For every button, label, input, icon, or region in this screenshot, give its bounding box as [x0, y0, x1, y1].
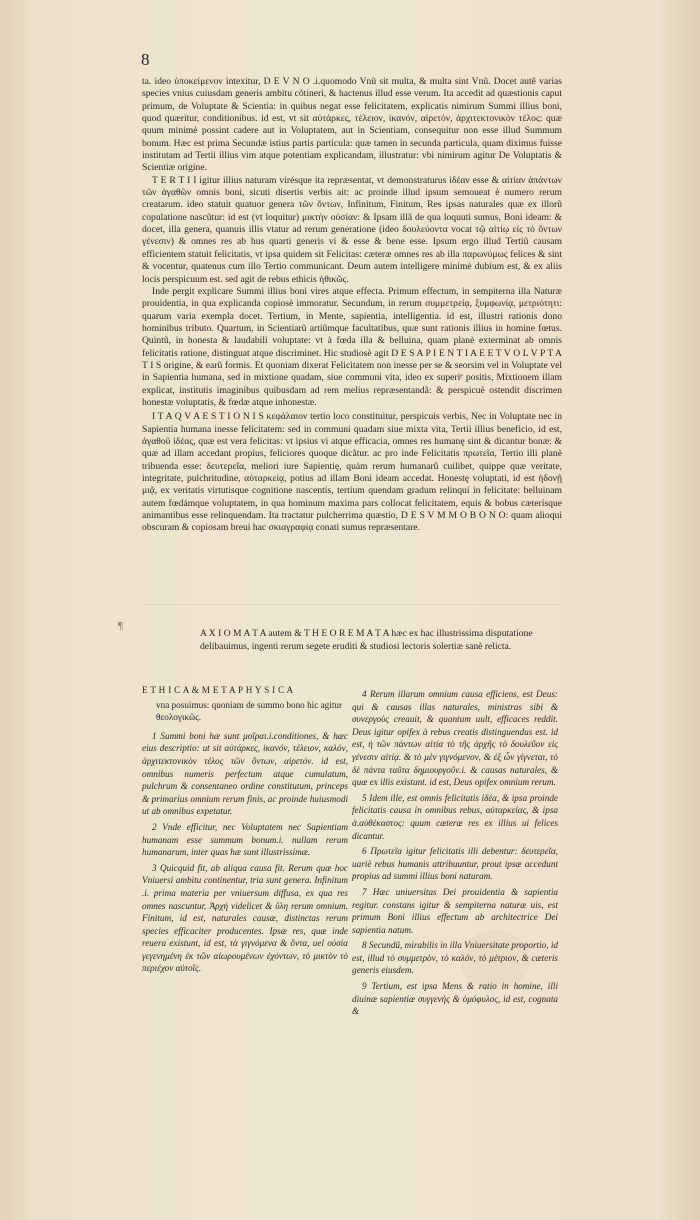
paragraph: T E R T I I igitur illius naturam virésque ita repræsentat, vt demonstraturus ἰδέαν esse & αἰτίαν ἁπάντων τῶν ἀγαθῶν omnis boni, sicuti disertis verbis ait: ac proinde illud ipsum semoueat è numero rerum creatarum. ideo statuit quatuor genera τῶν ὄντων, Infinitum, Finitum, Res ipsas naturales quæ ex illorũ copulatione nascũtur: id est (vt loquitur) μικτὴν οὐσίαν: & Ipsam illã de qua loquuti sumus, Boni ideam: & docet, illa genera, quanuis illis vtatur ad rerum generatione (ideo δουλεύοντα vocat τῷ αἰτίῳ εἰς τὸ ὄντων γένεσιν) & omnes res ab hus quarti generis vi & esse & bene esse. Ipsum ergo illud Tertiũ causam efficientem statuit felicitatis, vt ipsa quidem sit Felicitas: cæteræ omnes res ab illa παρωνύμως felices & sint & vocentur, quatenus cum illo Tertio communicant. Deum autem intelligere minimè dubium est, & ex aliis locis perspicuum est. sed agit de rebus ethicis ἠθικῶς. [142, 174, 562, 285]
column-heading: E T H I C A & M E T A P H Y S I C A [142, 685, 294, 695]
column-subheading: vna posuimus: quoniam de summo bono hic agitur θεολογικῶς. [156, 699, 343, 723]
axiom-item: 8 Secundũ, mirabilis in illa Vniuersitate proportio, id est, illud τὸ συμμετρὸν, τὸ καλόν, τὸ μέτριον, & cæteris generis eiusdem. [352, 940, 558, 976]
axiom-item: 1 Summi boni hæ sunt μοῖραι.i.conditiones, & hæc eius descriptio: ut sit αὐτάρκες, ἱκανόν, τέλειον, καλόν, ἀρχιτεκτονικὸν τέλος τῶν ὄντων, αἱρετόν. id est, omnibus numeris perfectum atque cumulatum, pulchrum & consentaneo ordine constitutum, princeps & primarius omnium rerum finis, ac proinde huiusmodi ut ab omnibus expetatur. [142, 730, 348, 817]
margin-mark: ¶ [118, 620, 123, 632]
section-divider [142, 604, 562, 605]
left-column [142, 684, 348, 978]
page-number: 8 [141, 50, 150, 69]
axiom-item: 6 Πρωτεῖα igitur felicitatis illi debentur: δευτερεῖα, uariè rebus humanis attribuuntur, prout ipsæ accedunt propius ad summi illius boni naturam. [352, 846, 558, 882]
paper-stain [460, 930, 530, 990]
axiom-item: 9 Tertium, est ipsa Mens & ratio in homine, illi diuinæ sapientiæ συγγενής & ὁμόφυλος, id est, cognata & [352, 981, 558, 1017]
axiom-item: 2 Vnde efficitur, nec Voluptatem nec Sapientiam humanam esse summum bonum.i. nullam rerum humanarum, inter quas hæ sunt illustrissimæ. [142, 821, 348, 858]
axioma-heading: A X I O M A T A autem & T H E O R E M A T A hæc ex hac illustrissima disputatione delibauimus, ingenti rerum segete eruditi & studiosi lectoris solertiæ sanè relicta. [200, 628, 533, 652]
axiom-item: 7 Hæc uniuersitas Dei prouidentia & sapientia regitur. constans igitur & sempiterna naturæ uis, est primum Boni illius effectum ab architectrice Dei sapientia natum. [352, 886, 558, 935]
paragraph: ta. ideo ὑποκείμενον intexitur, D E V N O .i.quomodo Vnũ sit multa, & multa sint Vnũ. Docet autẽ varias species vnius cuiusdam generis ambitu cõtineri, & hactenus illud esse verum. Ita accedit ad quæstionis caput primum, de Voluptate & Scientia: in quibus negat esse felicitatem, explicatis nimirum Summi illius boni, quod quæritur, conditionibus. id est, vt sit αὐτάρκες, τέλειον, ἱκανόν, αἱρετόν, ἀρχιτεκτονικὸν τέλος: quæ quum minimè possint cadere aut in Voluptatem, aut in Scientiam, consequitur non esse illud Summum bonum. Hæc est prima Secundæ istius partis particula: quæ tamen in secunda particula, quam diximus fuisse institutam ad Tertii illius vim atque potentiam explicandam, illustratur: vbi nimirum agitur De Voluptatis & Scientiæ origine. [142, 76, 562, 174]
paragraph: I T A Q V A E S T I O N I S κεφάλαιον tertio loco constituitur, perspicuis verbis, Nec in Voluptate nec in Sapientia humana inesse felicitatem: sed in communi quadam siue mixta vita, Tertii illius beneficio, id est, ἀγαθοῦ ἰδέας, quæ est vera felicitas: vt ipsius vi atque efficacia, omnes res humanę sint & dicantur bonæ: & quæ ad illam accedant propius, feliciores quoque dicãtur. ac pro inde Felicitatis πρωτεῖα, Tertio illi planè tribuenda esse: δευτερεῖα, meliori iure Sapientię, quàm rerum humanarũ cuilibet, quippe quæ veritate, integritate, pulchritudine, αὐταρκείᾳ, potius ad illam Boni ideam accedat. Honestę voluptati, id est ἡδονῇ μιᾷ, ex veritatis virtutisque cognitione nascentis, tertium quendam gradum relinqui in felicitate: belluinam autem fœdámque voluptatem, in qua hominum maxima pars collocat felicitatem, equis & bobus cæterísque animantibus esse relinquendam. Ita tractatur pulcherrima quæstio, D E S V M M O B O N O: quam alioqui obscuram & copiosam breui hac σκιαγραφίᾳ conati sumus repræsentare. [142, 411, 562, 534]
paragraph: Inde pergit explicare Summi illius boni vires atque effecta. Primum effectum, in sempiterna illa Naturæ prouidentia, in qua explicanda copiosè immoratur. Secundum, in rerum συμμετρείᾳ, ξυμφωνίᾳ, μετριότητι: quarum varia exempla docet. Tertium, in Mente, sapientia, intelligentia. id est, illustri rationis dono hominibus tributo. Quartum, in Scientiarũ artiũmque facultatibus, quæ sunt rationis illius in homine fœtus. Quintũ, in honesta & laudabili voluptate: vt à fœda illa & belluina, quam planè exterminat ab omnis felicitatis ratione, distinguat atque discriminet. Hic studiosè agit D E S A P I E N T I A E E T V O L V P T A T I S origine, & earũ formis. Et quoniam dixerat Felicitatem non inesse per se & seorsim vel in Voluptate vel in Sapientia humana, sed in mixtione quadam, siue communi vita, ideo ex superiᵉ positis, Mixtionem illam explicat, institutis imaginibus quibusdam ad rem melius repræsentandã: & perspicuè ostendit discrimen honestæ voluptatis, & fœdæ atque inhonestæ. [142, 285, 562, 408]
axiom-item: 3 Quicquid fit, ab aliqua causa fit. Rerum quæ hoc Vniuersi ambitu continentur, tria sunt genera. Infinitum .i. prima materia per vniuersum diffusa, ex qua res omnes nascuntur. Ἀρχή videlicet & ὕλη rerum omnium. Finitum, id est, naturales causæ, distinctas rerum species efficaciter producentes. Ipsæ res, quæ inde reuera existunt, id est, τὰ γιγνόμενα & ὄντα, uel οὐσία γεγενημένη ἐκ τῶν αἰωρουμένων ἐχόντων, τὸ μικτὸν τὸ περιέχον αὐτοῖς. [142, 862, 348, 974]
axiom-item: 4 Rerum illarum omnium causa efficiens, est Deus: qui & causas illas naturales, ministras sibi & συνεργοὺς creauit, & quantum uult, efficaces reddit. Deus igitur opifex à rebus creatis distinguendus est. id est, ἡ τῶν πάντων αἰτία τὸ τῆς ἀρχῆς τὸ δουλεῦον εἰς γένεσιν αἰτίᾳ. & τὸ μὲν γιγνόμενον, & ἐξ ὧν γίγνεται, τὸ δὲ πάντα ταῦτα δημιουργοῦν.i. & causas naturales, & quæ ex illis existunt. id est, Deus opifex omnium rerum. [352, 689, 558, 788]
axiom-item: 5 Idem ille, est omnis felicitatis ἰδέα, & ipsa proinde felicitatis causa in omnibus rebus, αὐταρκείας, & ipsa ἀ.αὐθέκαστος: quum cæteræ res ex illius ui felices dicantur. [352, 792, 558, 841]
main-body-text [142, 76, 562, 535]
